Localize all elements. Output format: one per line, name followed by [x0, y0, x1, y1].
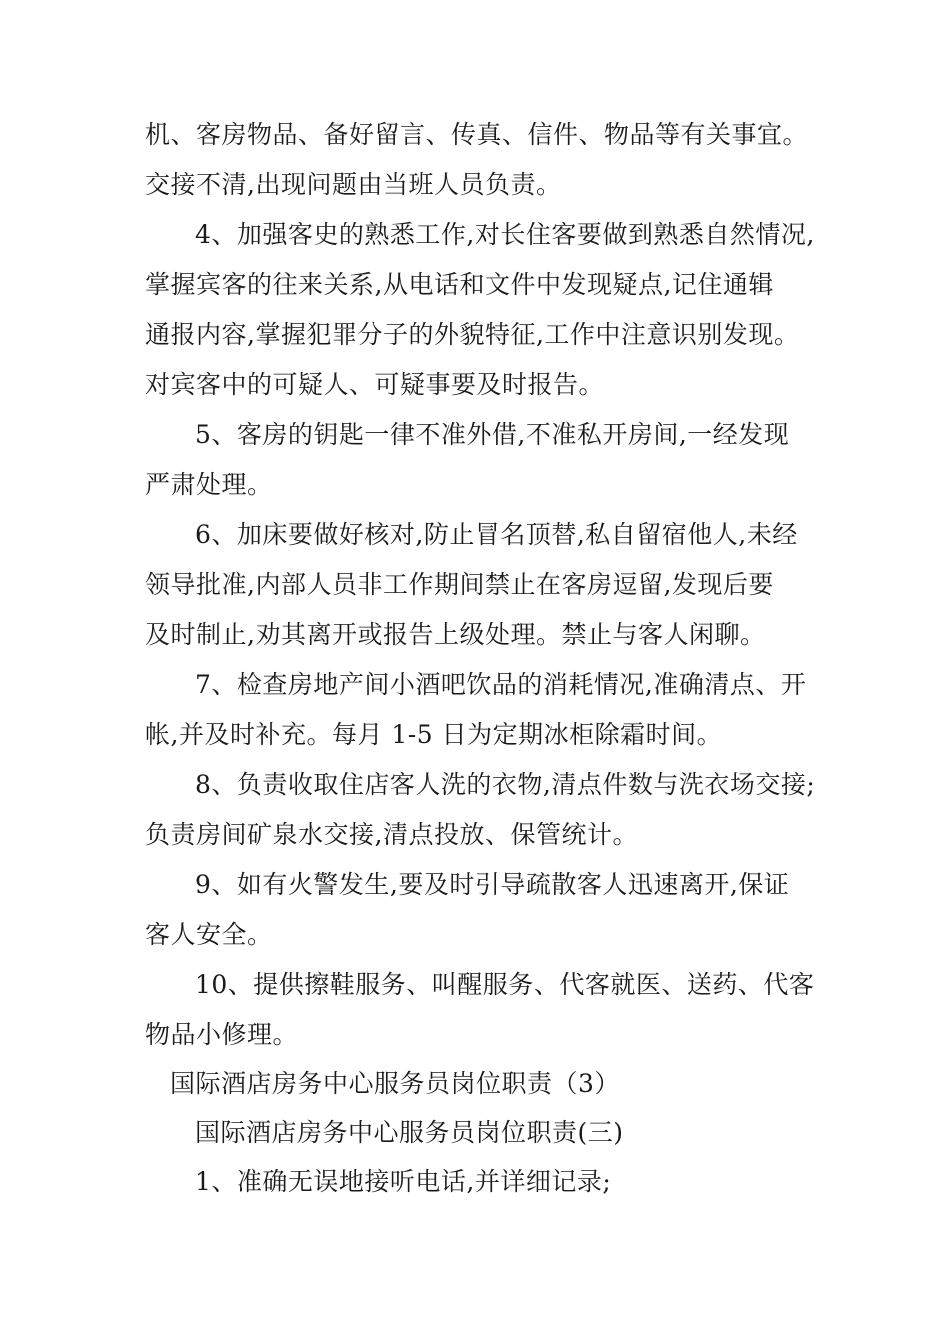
text-line: 交接不清,出现问题由当班人员负责。: [145, 170, 562, 199]
text-line: 严肃处理。: [145, 470, 273, 499]
text-line: 5、客房的钥匙一律不准外借,不准私开房间,一经发现: [195, 420, 790, 449]
section-heading: 国际酒店房务中心服务员岗位职责（3）: [170, 1069, 620, 1098]
text-line: 8、负责收取住店客人洗的衣物,清点件数与洗衣场交接;: [195, 770, 816, 799]
text-line: 领导批准,内部人员非工作期间禁止在客房逗留,发现后要: [145, 570, 774, 599]
text-line: 4、加强客史的熟悉工作,对长住客要做到熟悉自然情况,: [195, 220, 815, 249]
text-line: 掌握宾客的往来关系,从电话和文件中发现疑点,记住通辑: [145, 270, 774, 299]
text-line: 9、如有火警发生,要及时引导疏散客人迅速离开,保证: [195, 870, 790, 899]
text-line: 10、提供擦鞋服务、叫醒服务、代客就医、送药、代客: [195, 970, 815, 999]
text-line: 6、加床要做好核对,防止冒名顶替,私自留宿他人,未经: [195, 520, 798, 549]
text-line: 1、准确无误地接听电话,并详细记录;: [195, 1167, 612, 1196]
text-line: 客人安全。: [145, 920, 273, 949]
text-line: 负责房间矿泉水交接,清点投放、保管统计。: [145, 820, 638, 849]
text-line: 7、检查房地产间小酒吧饮品的消耗情况,准确清点、开: [195, 670, 807, 699]
text-line: 通报内容,掌握犯罪分子的外貌特征,工作中注意识别发现。: [145, 320, 800, 349]
section-title: 国际酒店房务中心服务员岗位职责(三): [195, 1118, 624, 1147]
text-line: 物品小修理。: [145, 1020, 299, 1049]
text-line: 机、客房物品、备好留言、传真、信件、物品等有关事宜。: [145, 120, 809, 149]
text-line: 帐,并及时补充。每月 1-5 日为定期冰柜除霜时间。: [145, 720, 723, 749]
text-line: 及时制止,劝其离开或报告上级处理。禁止与客人闲聊。: [145, 620, 766, 649]
text-line: 对宾客中的可疑人、可疑事要及时报告。: [145, 370, 605, 399]
